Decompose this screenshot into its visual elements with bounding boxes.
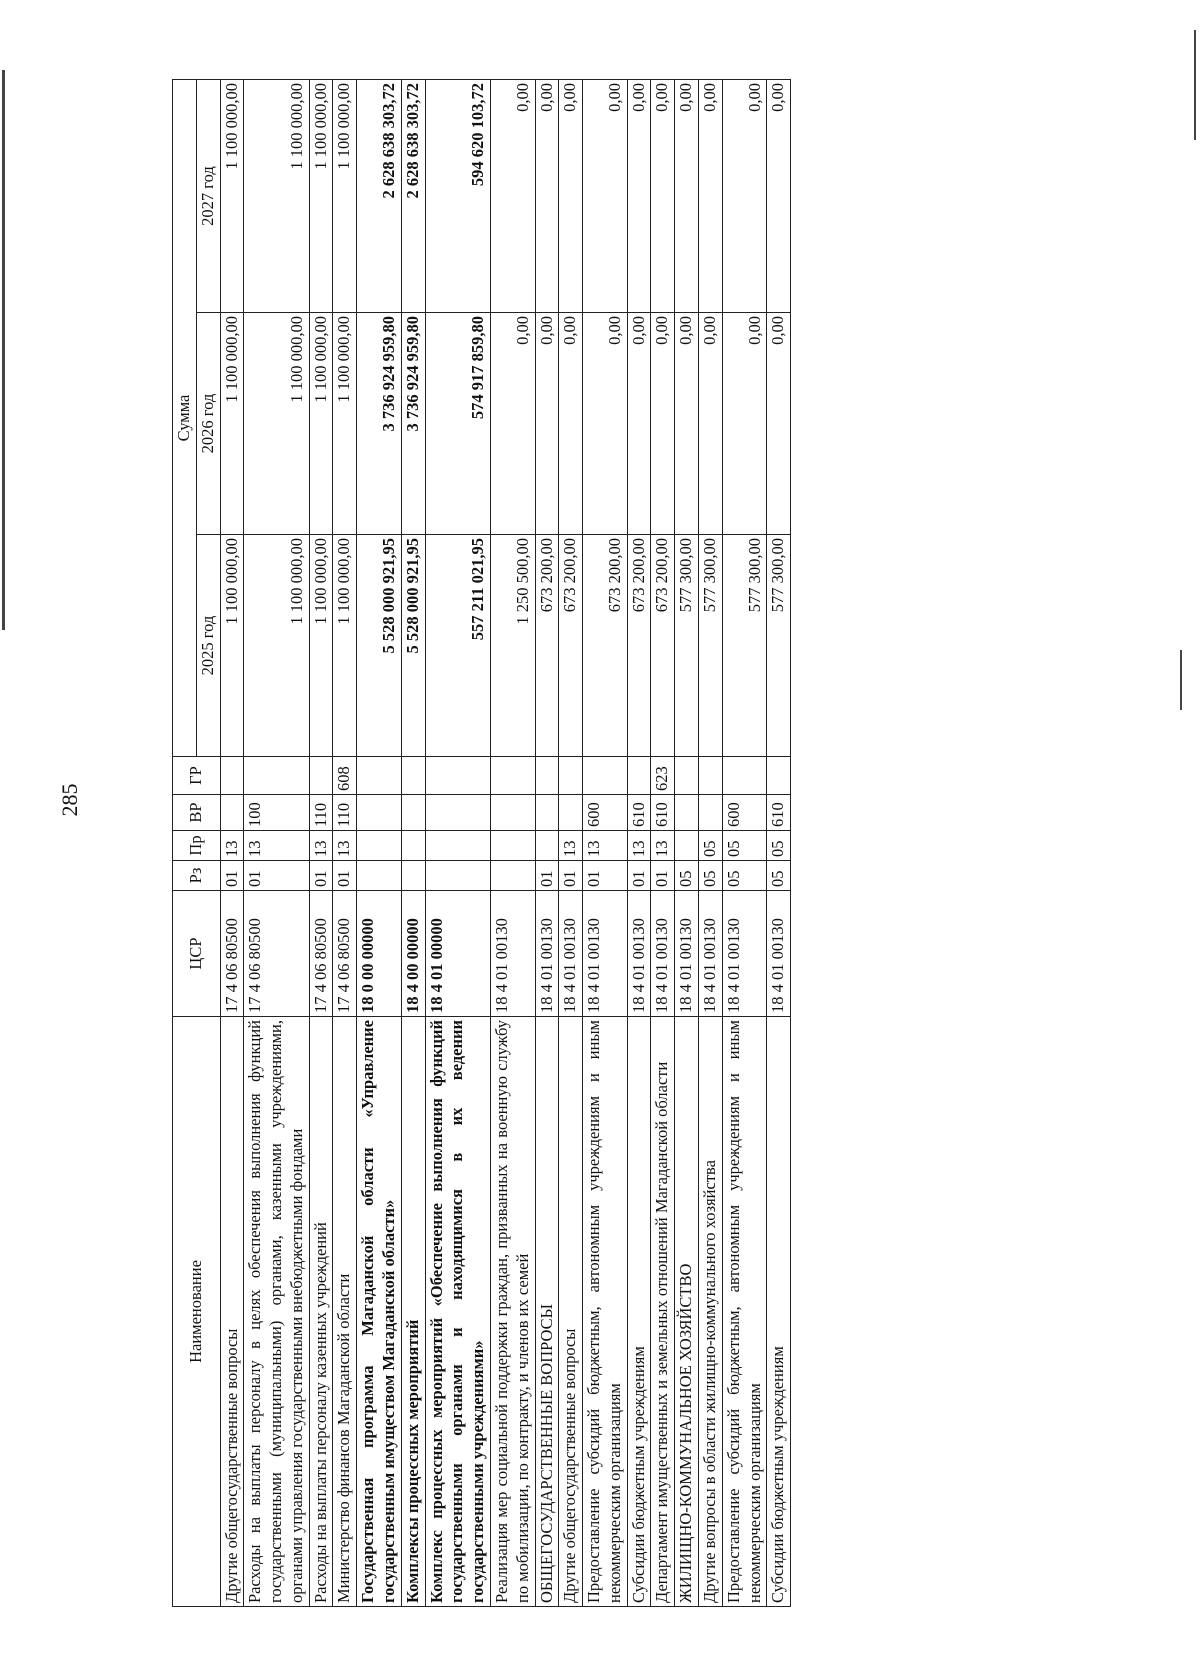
cell-name: Предоставление субсидий бюджетным, автономным учреждениям и иным некоммерческим организациям	[583, 1017, 628, 1607]
cell-vr: 610	[627, 795, 651, 831]
cell-y2026: 0,00	[490, 313, 535, 535]
cell-vr	[425, 795, 490, 831]
cell-y2026: 0,00	[675, 313, 699, 535]
table-row	[651, 79, 675, 1606]
table-row	[675, 79, 699, 1606]
table-row	[333, 79, 357, 1606]
cell-y2027: 2 628 638 303,72	[357, 79, 402, 312]
cell-gr	[309, 757, 333, 795]
cell-pr: 13	[220, 831, 244, 861]
cell-rz: 01	[559, 861, 583, 891]
cell-rz: 05	[767, 861, 791, 891]
cell-rz: 01	[627, 861, 651, 891]
cell-y2027: 0,00	[675, 79, 699, 312]
cell-pr: 13	[627, 831, 651, 861]
col-header-sum: Сумма	[173, 79, 197, 756]
table-row	[401, 79, 425, 1606]
cell-csr: 17 4 06 80500	[333, 891, 357, 1017]
cell-y2026: 574 917 859,80	[425, 313, 490, 535]
cell-vr	[535, 795, 559, 831]
cell-y2026: 3 736 924 959,80	[357, 313, 402, 535]
cell-rz: 01	[309, 861, 333, 891]
cell-pr: 13	[583, 831, 628, 861]
table-header	[173, 79, 221, 1606]
cell-y2027: 0,00	[490, 79, 535, 312]
cell-y2025: 673 200,00	[627, 535, 651, 757]
cell-y2026: 0,00	[767, 313, 791, 535]
cell-y2025: 577 300,00	[722, 535, 767, 757]
cell-y2026: 0,00	[583, 313, 628, 535]
cell-name: Департамент имущественных и земельных отношений Магаданской области	[651, 1017, 675, 1607]
cell-y2027: 0,00	[583, 79, 628, 312]
cell-y2026: 0,00	[651, 313, 675, 535]
cell-y2026: 0,00	[627, 313, 651, 535]
cell-y2026: 0,00	[535, 313, 559, 535]
cell-y2026: 1 100 000,00	[244, 313, 309, 535]
cell-pr: 13	[333, 831, 357, 861]
table-row	[559, 79, 583, 1606]
table-row	[698, 79, 722, 1606]
cell-y2027: 1 100 000,00	[333, 79, 357, 312]
cell-rz: 01	[220, 861, 244, 891]
cell-rz	[401, 861, 425, 891]
cell-y2026: 1 100 000,00	[220, 313, 244, 535]
cell-y2027: 0,00	[559, 79, 583, 312]
cell-gr	[767, 757, 791, 795]
col-header-2027: 2027 год	[196, 79, 220, 312]
cell-vr	[401, 795, 425, 831]
cell-vr	[490, 795, 535, 831]
cell-vr	[675, 795, 699, 831]
cell-name: Другие общегосударственные вопросы	[220, 1017, 244, 1607]
col-header-vr: ВР	[173, 795, 221, 831]
cell-y2025: 577 300,00	[675, 535, 699, 757]
col-header-2025: 2025 год	[196, 535, 220, 757]
cell-pr: 13	[244, 831, 309, 861]
cell-gr	[490, 757, 535, 795]
cell-csr: 18 4 01 00000	[425, 891, 490, 1017]
cell-rz	[490, 861, 535, 891]
col-header-gr: ГР	[173, 757, 221, 795]
table-row	[627, 79, 651, 1606]
cell-pr	[357, 831, 402, 861]
cell-csr: 18 4 01 00130	[767, 891, 791, 1017]
cell-gr: 608	[333, 757, 357, 795]
cell-vr	[220, 795, 244, 831]
cell-y2025: 1 100 000,00	[220, 535, 244, 757]
scan-edge-mark	[1194, 30, 1196, 140]
header-row	[173, 79, 197, 1606]
cell-y2027: 0,00	[698, 79, 722, 312]
cell-y2025: 577 300,00	[767, 535, 791, 757]
cell-gr	[698, 757, 722, 795]
cell-gr	[583, 757, 628, 795]
cell-y2027: 0,00	[767, 79, 791, 312]
cell-csr: 18 4 00 00000	[401, 891, 425, 1017]
cell-y2025: 1 250 500,00	[490, 535, 535, 757]
cell-gr	[425, 757, 490, 795]
cell-y2027: 0,00	[535, 79, 559, 312]
cell-rz	[425, 861, 490, 891]
cell-gr	[244, 757, 309, 795]
cell-pr: 13	[559, 831, 583, 861]
cell-pr: 13	[651, 831, 675, 861]
cell-y2026: 0,00	[698, 313, 722, 535]
cell-pr	[675, 831, 699, 861]
cell-name: Расходы на выплаты персоналу казенных учреждений	[309, 1017, 333, 1607]
cell-rz: 05	[675, 861, 699, 891]
cell-name: Комплексы процессных мероприятий	[401, 1017, 425, 1607]
col-header-csr: ЦСР	[173, 891, 221, 1017]
col-header-rz: Рз	[173, 861, 221, 891]
cell-y2025: 1 100 000,00	[244, 535, 309, 757]
cell-vr: 610	[767, 795, 791, 831]
cell-vr	[559, 795, 583, 831]
cell-y2026: 0,00	[559, 313, 583, 535]
table-row	[722, 79, 767, 1606]
rotated-table-wrapper	[172, 80, 1192, 1607]
cell-y2027: 1 100 000,00	[244, 79, 309, 312]
cell-y2025: 673 200,00	[559, 535, 583, 757]
cell-y2027: 0,00	[627, 79, 651, 312]
table-body	[220, 79, 791, 1606]
cell-gr	[401, 757, 425, 795]
cell-gr: 623	[651, 757, 675, 795]
table-row	[583, 79, 628, 1606]
cell-rz: 05	[722, 861, 767, 891]
table-row	[425, 79, 490, 1606]
cell-y2025: 673 200,00	[583, 535, 628, 757]
cell-pr: 05	[698, 831, 722, 861]
cell-y2025: 557 211 021,95	[425, 535, 490, 757]
cell-rz: 01	[535, 861, 559, 891]
cell-y2027: 0,00	[722, 79, 767, 312]
cell-pr: 13	[309, 831, 333, 861]
cell-name: Предоставление субсидий бюджетным, автономным учреждениям и иным некоммерческим организациям	[722, 1017, 767, 1607]
cell-rz: 01	[333, 861, 357, 891]
cell-y2027: 0,00	[651, 79, 675, 312]
cell-y2025: 1 100 000,00	[309, 535, 333, 757]
cell-rz: 01	[244, 861, 309, 891]
cell-csr: 18 0 00 00000	[357, 891, 402, 1017]
cell-gr	[220, 757, 244, 795]
table-row	[535, 79, 559, 1606]
cell-rz	[357, 861, 402, 891]
cell-pr: 05	[722, 831, 767, 861]
cell-csr: 18 4 01 00130	[698, 891, 722, 1017]
cell-name: ЖИЛИЩНО-КОММУНАЛЬНОЕ ХОЗЯЙСТВО	[675, 1017, 699, 1607]
table-row	[244, 79, 309, 1606]
cell-name: Министерство финансов Магаданской области	[333, 1017, 357, 1607]
cell-gr	[675, 757, 699, 795]
cell-y2026: 1 100 000,00	[309, 313, 333, 535]
cell-vr	[357, 795, 402, 831]
cell-name: Реализация мер социальной поддержки граждан, призванных на военную службу по мобилизации, по контракту, и членов их семей	[490, 1017, 535, 1607]
cell-csr: 18 4 01 00130	[583, 891, 628, 1017]
cell-name: Комплекс процессных мероприятий «Обеспечение выполнения функций государственными органами и находящимися в их ведении государственными учреждениями»	[425, 1017, 490, 1607]
cell-vr: 100	[244, 795, 309, 831]
cell-csr: 18 4 01 00130	[627, 891, 651, 1017]
cell-rz: 01	[583, 861, 628, 891]
cell-csr: 17 4 06 80500	[244, 891, 309, 1017]
cell-name: Другие общегосударственные вопросы	[559, 1017, 583, 1607]
cell-pr	[490, 831, 535, 861]
cell-pr	[535, 831, 559, 861]
cell-csr: 18 4 01 00130	[559, 891, 583, 1017]
cell-y2026: 0,00	[722, 313, 767, 535]
col-header-pr: Пр	[173, 831, 221, 861]
cell-vr: 110	[333, 795, 357, 831]
page-number: 285	[57, 783, 82, 817]
table-row	[309, 79, 333, 1606]
cell-rz: 01	[651, 861, 675, 891]
cell-name: Субсидии бюджетным учреждениям	[627, 1017, 651, 1607]
cell-y2025: 1 100 000,00	[333, 535, 357, 757]
cell-name: Субсидии бюджетным учреждениям	[767, 1017, 791, 1607]
cell-rz: 05	[698, 861, 722, 891]
cell-csr: 18 4 01 00130	[675, 891, 699, 1017]
cell-gr	[357, 757, 402, 795]
cell-y2027: 1 100 000,00	[220, 79, 244, 312]
cell-csr: 18 4 01 00130	[490, 891, 535, 1017]
cell-pr	[401, 831, 425, 861]
cell-y2027: 594 620 103,72	[425, 79, 490, 312]
cell-vr: 600	[722, 795, 767, 831]
cell-pr: 05	[767, 831, 791, 861]
cell-name: ОБЩЕГОСУДАРСТВЕННЫЕ ВОПРОСЫ	[535, 1017, 559, 1607]
cell-name: Другие вопросы в области жилищно-коммунального хозяйства	[698, 1017, 722, 1607]
cell-y2025: 5 528 000 921,95	[357, 535, 402, 757]
cell-csr: 18 4 01 00130	[535, 891, 559, 1017]
scan-edge-mark	[2, 70, 5, 630]
cell-vr: 600	[583, 795, 628, 831]
cell-y2025: 673 200,00	[535, 535, 559, 757]
cell-vr: 610	[651, 795, 675, 831]
col-header-name: Наименование	[173, 1017, 221, 1607]
table-row	[767, 79, 791, 1606]
cell-y2025: 673 200,00	[651, 535, 675, 757]
table-row	[357, 79, 402, 1606]
table-row	[490, 79, 535, 1606]
cell-y2025: 577 300,00	[698, 535, 722, 757]
cell-y2027: 2 628 638 303,72	[401, 79, 425, 312]
budget-table	[172, 79, 791, 1607]
cell-y2026: 1 100 000,00	[333, 313, 357, 535]
cell-vr: 110	[309, 795, 333, 831]
cell-name: Расходы на выплаты персоналу в целях обеспечения выполнения функций государственными (муниципальными) органами, казенными учреждениями, органами управления государственными внебюджетными фондами	[244, 1017, 309, 1607]
table-row	[220, 79, 244, 1606]
cell-csr: 17 4 06 80500	[309, 891, 333, 1017]
cell-pr	[425, 831, 490, 861]
cell-gr	[535, 757, 559, 795]
cell-name: Государственная программа Магаданской области «Управление государственным имуществом Магаданской области»	[357, 1017, 402, 1607]
cell-csr: 18 4 01 00130	[722, 891, 767, 1017]
cell-vr	[698, 795, 722, 831]
cell-y2025: 5 528 000 921,95	[401, 535, 425, 757]
cell-csr: 17 4 06 80500	[220, 891, 244, 1017]
cell-gr	[559, 757, 583, 795]
cell-y2026: 3 736 924 959,80	[401, 313, 425, 535]
col-header-2026: 2026 год	[196, 313, 220, 535]
cell-csr: 18 4 01 00130	[651, 891, 675, 1017]
cell-y2027: 1 100 000,00	[309, 79, 333, 312]
cell-gr	[627, 757, 651, 795]
cell-gr	[722, 757, 767, 795]
